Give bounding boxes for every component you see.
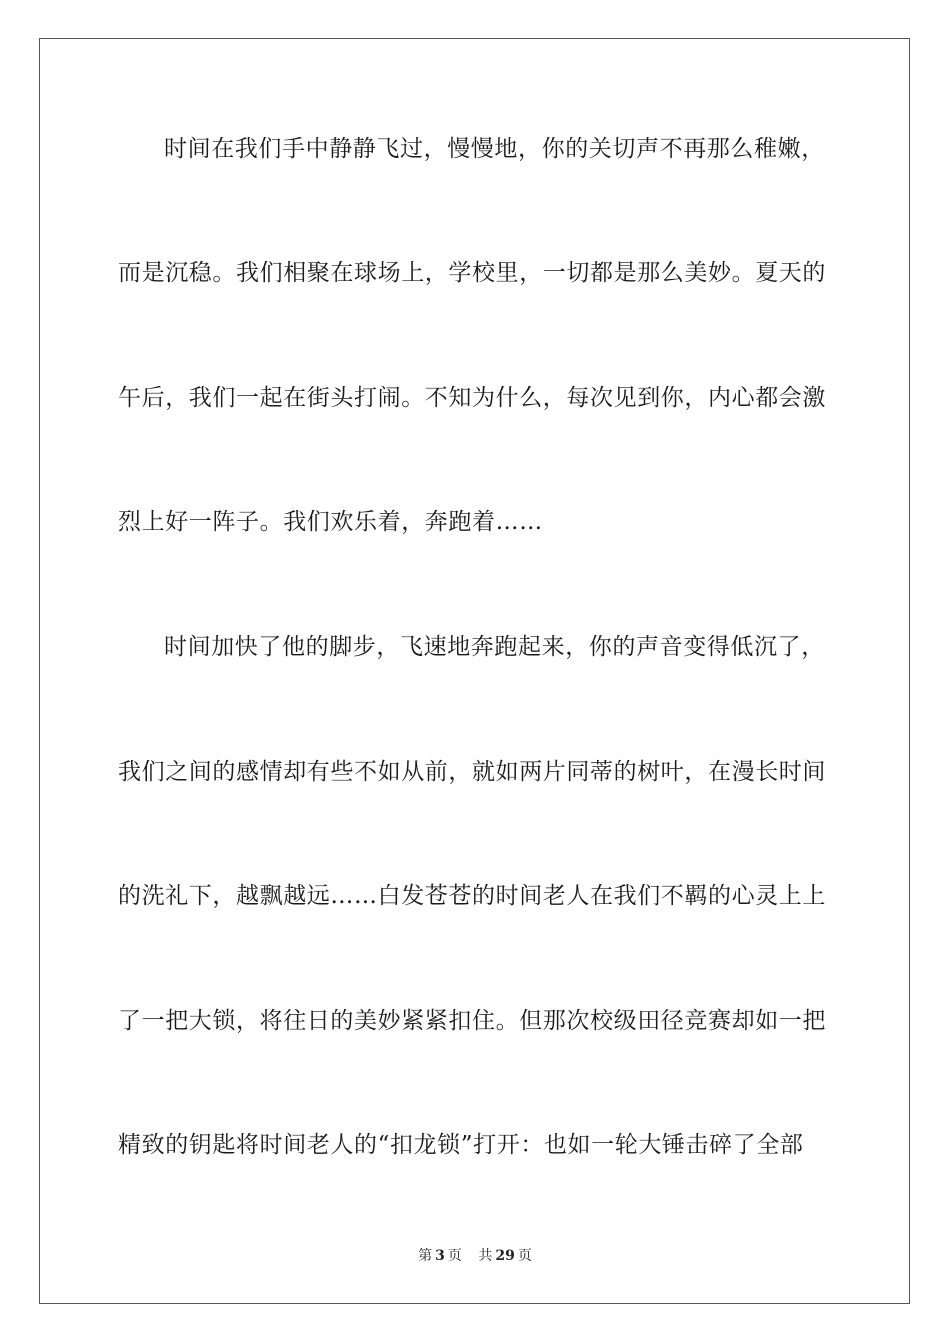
text-line-7: 的洗礼下，越飘越远……白发苍苍的时间老人在我们不羁的心灵上上	[118, 883, 826, 909]
text-line-3: 午后，我们一起在街头打闹。不知为什么，每次见到你，内心都会激	[118, 385, 826, 411]
page-prefix: 第	[418, 1248, 433, 1264]
text-line-1: 时间在我们手中静静飞过，慢慢地，你的关切声不再那么稚嫩，	[164, 136, 825, 162]
text-line-9: 精致的钥匙将时间老人的“扣龙锁”打开：也如一轮大锤击碎了全部	[118, 1132, 804, 1158]
total-prefix: 共	[478, 1248, 493, 1264]
page-suffix: 页	[447, 1248, 462, 1264]
text-line-2: 而是沉稳。我们相聚在球场上，学校里，一切都是那么美妙。夏天的	[118, 260, 826, 286]
total-suffix: 页	[517, 1248, 532, 1264]
page-footer	[0, 1246, 950, 1266]
page-border	[39, 38, 910, 1304]
text-line-4: 烈上好一阵子。我们欢乐着，奔跑着……	[118, 509, 543, 535]
text-line-6: 我们之间的感情却有些不如从前，就如两片同蒂的树叶，在漫长时间	[118, 759, 826, 785]
total-indicator	[475, 1248, 534, 1264]
page-number: 3	[435, 1248, 445, 1264]
total-pages: 29	[495, 1248, 515, 1264]
text-line-5: 时间加快了他的脚步，飞速地奔跑起来，你的声音变得低沉了，	[164, 634, 825, 660]
page-indicator	[415, 1248, 465, 1264]
text-line-8: 了一把大锁，将往日的美妙紧紧扣住。但那次校级田径竞赛却如一把	[118, 1008, 826, 1034]
